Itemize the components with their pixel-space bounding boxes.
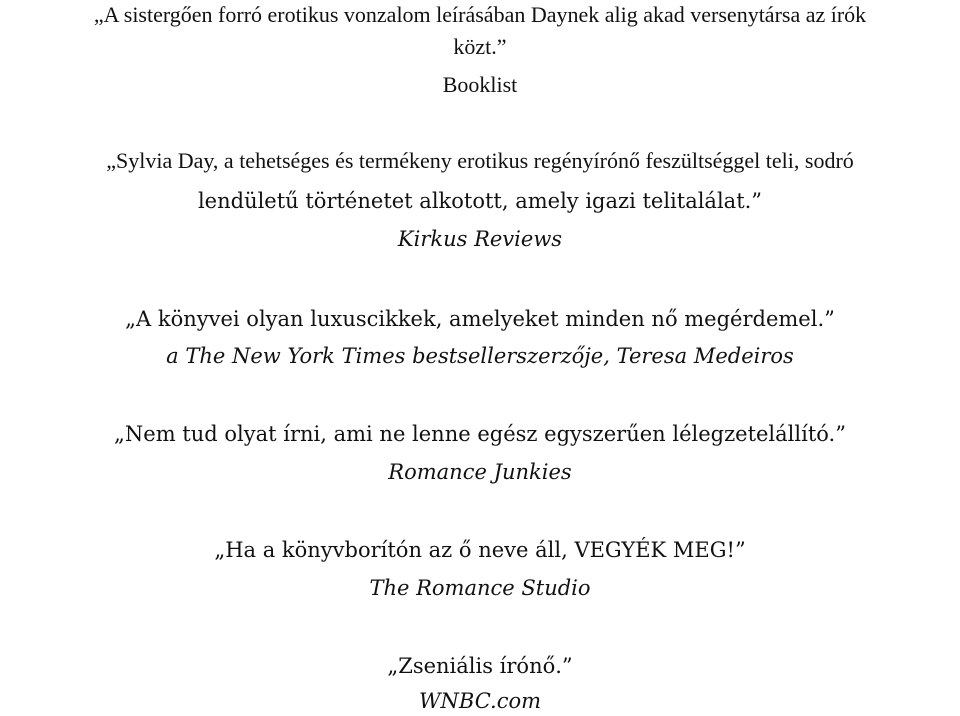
review-4-quote: „Nem tud olyat írni, ami ne lenne egész egyszerűen lélegzetelállító.” xyxy=(114,422,846,446)
review-4-source: Romance Junkies xyxy=(388,460,572,484)
review-6-quote: „Zseniális írónő.” xyxy=(387,654,573,678)
review-2-quote-line-1: „Sylvia Day, a tehetséges és termékeny erotikus regényírónő feszültséggel teli, sodró xyxy=(106,148,854,173)
review-3-source: a The New York Times bestsellerszerzője, Teresa Medeiros xyxy=(166,344,794,368)
review-2-source: Kirkus Reviews xyxy=(397,227,563,251)
review-1-quote-line-2: közt.” xyxy=(453,34,507,59)
review-2-quote-line-2: lendületű történetet alkotott, amely igazi telitalálat.” xyxy=(197,189,763,213)
review-5-source: The Romance Studio xyxy=(369,576,591,600)
review-6-source: WNBC.com xyxy=(418,689,542,713)
review-5-quote: „Ha a könyvborítón az ő neve áll, VEGYÉK MEG!” xyxy=(214,538,746,562)
review-1-quote-line-1: „A sistergően forró erotikus vonzalom leírásában Daynek alig akad versenytársa az írók xyxy=(93,2,867,27)
review-1-source: Booklist xyxy=(442,72,518,97)
review-3-quote: „A könyvei olyan luxuscikkek, amelyeket minden nő megérdemel.” xyxy=(125,307,835,331)
